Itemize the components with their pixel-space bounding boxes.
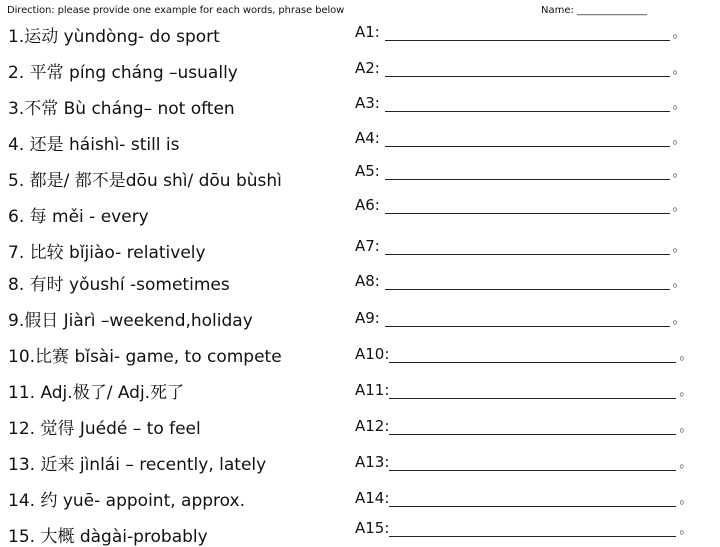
answer-label: A6:: [355, 196, 385, 214]
vocab-term: 10.比赛 bǐsài- game, to compete: [8, 347, 282, 367]
answer-label: A11:: [355, 381, 390, 399]
answer-blank[interactable]: [389, 383, 676, 399]
vocab-term: 12. 觉得 Juédé – to feel: [8, 419, 201, 439]
answer-label: A2:: [355, 59, 385, 77]
answer-blank[interactable]: [385, 25, 670, 41]
period-mark: 。: [672, 26, 686, 41]
answer-line[interactable]: [355, 452, 692, 471]
answer-line[interactable]: [355, 416, 692, 435]
vocab-term: 3.不常 Bù cháng– not often: [8, 99, 235, 119]
answer-label: A14:: [355, 489, 390, 507]
vocab-term: 13. 近来 jìnlái – recently, lately: [8, 455, 267, 475]
answer-line[interactable]: [355, 236, 686, 255]
answer-label: A3:: [355, 94, 385, 112]
vocab-term: 9.假日 Jiàrì –weekend,holiday: [8, 311, 253, 331]
answer-blank[interactable]: [385, 311, 670, 327]
answer-blank[interactable]: [389, 521, 676, 537]
answer-label: A10:: [355, 345, 390, 363]
name-label: Name: ______________: [541, 5, 648, 16]
answer-blank[interactable]: [385, 239, 670, 255]
answer-line[interactable]: [355, 271, 686, 290]
vocab-term: 8. 有时 yǒushí -sometimes: [8, 275, 230, 295]
answer-line[interactable]: [355, 380, 692, 399]
answer-blank[interactable]: [385, 274, 670, 290]
answer-line[interactable]: [355, 308, 686, 327]
answer-blank[interactable]: [389, 491, 676, 507]
vocab-term: 7. 比较 bǐjiào- relatively: [8, 243, 206, 263]
answer-line[interactable]: [355, 344, 692, 363]
vocab-term: 15. 大概 dàgài-probably: [8, 527, 208, 547]
vocab-term: 11. Adj.极了/ Adj.死了: [8, 383, 185, 403]
period-mark: 。: [672, 165, 686, 180]
answer-line[interactable]: [355, 128, 686, 147]
answer-label: A1:: [355, 23, 385, 41]
answer-line[interactable]: [355, 93, 686, 112]
period-mark: 。: [672, 312, 686, 327]
answer-line[interactable]: [355, 195, 686, 214]
direction-text: Direction: please provide one example for each words, phrase below: [7, 5, 345, 16]
answer-label: A5:: [355, 162, 385, 180]
vocab-term: 6. 每 měi - every: [8, 207, 149, 227]
answer-blank[interactable]: [385, 198, 670, 214]
vocab-term: 5. 都是/ 都不是dōu shì/ dōu bùshì: [8, 171, 282, 191]
period-mark: 。: [679, 492, 693, 507]
answer-label: A7:: [355, 237, 385, 255]
answer-label: A8:: [355, 272, 385, 290]
answer-label: A9:: [355, 309, 385, 327]
answer-blank[interactable]: [385, 131, 670, 147]
period-mark: 。: [679, 384, 693, 399]
answer-label: A15:: [355, 519, 390, 537]
period-mark: 。: [679, 522, 693, 537]
vocab-term: 2. 平常 píng cháng –usually: [8, 63, 238, 83]
answer-line[interactable]: [355, 518, 692, 537]
vocab-term: 14. 约 yuē- appoint, approx.: [8, 491, 246, 511]
answer-label: A13:: [355, 453, 390, 471]
answer-line[interactable]: [355, 58, 686, 77]
vocab-term: 4. 还是 háishì- still is: [8, 135, 180, 155]
answer-blank[interactable]: [389, 347, 676, 363]
answer-blank[interactable]: [389, 419, 676, 435]
period-mark: 。: [672, 97, 686, 112]
answer-line[interactable]: [355, 488, 692, 507]
period-mark: 。: [672, 132, 686, 147]
period-mark: 。: [679, 456, 693, 471]
answer-blank[interactable]: [385, 61, 670, 77]
period-mark: 。: [672, 62, 686, 77]
answer-label: A12:: [355, 417, 390, 435]
answer-line[interactable]: [355, 161, 686, 180]
period-mark: 。: [679, 348, 693, 363]
answer-blank[interactable]: [385, 96, 670, 112]
vocab-term: 1.运动 yùndòng- do sport: [8, 27, 220, 47]
period-mark: 。: [672, 275, 686, 290]
answer-blank[interactable]: [385, 164, 670, 180]
answer-line[interactable]: [355, 22, 686, 41]
period-mark: 。: [672, 240, 686, 255]
answer-blank[interactable]: [389, 455, 676, 471]
period-mark: 。: [672, 199, 686, 214]
period-mark: 。: [679, 420, 693, 435]
answer-label: A4:: [355, 129, 385, 147]
